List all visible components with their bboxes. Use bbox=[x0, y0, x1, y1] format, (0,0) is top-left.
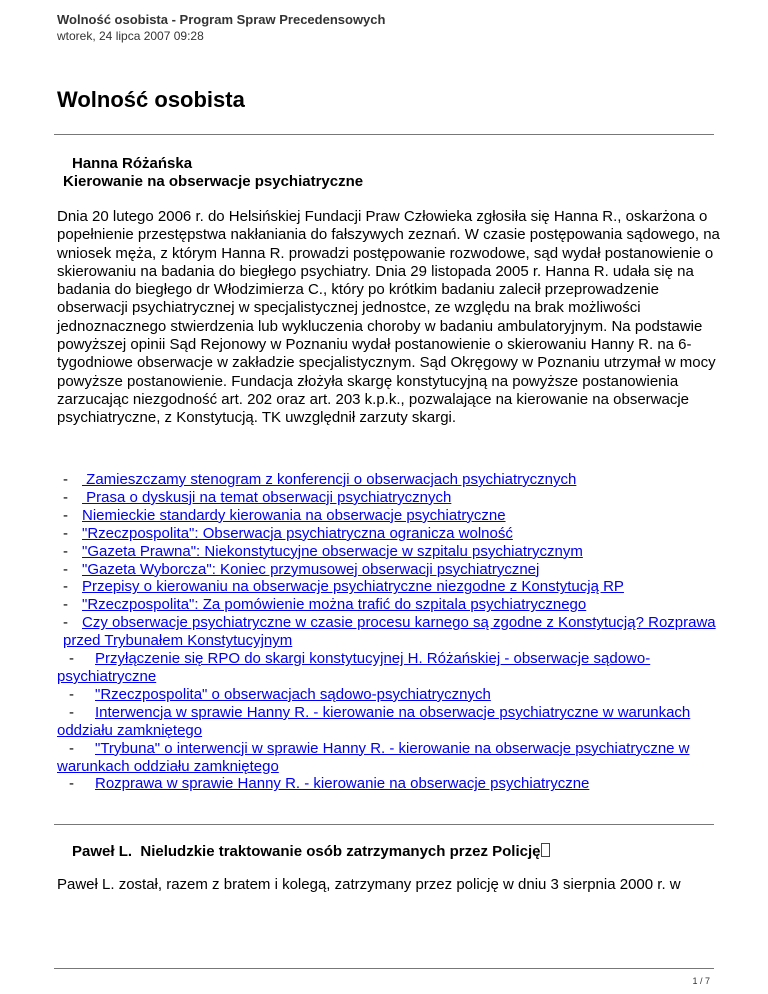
related-links bbox=[57, 471, 722, 793]
list-item bbox=[57, 578, 722, 596]
article-link[interactable]: Niemieckie standardy kierowania na obserwacje psychiatryczne bbox=[82, 506, 506, 524]
list-item bbox=[57, 525, 722, 543]
list-dash: - bbox=[63, 542, 68, 560]
section2-heading bbox=[72, 843, 550, 860]
list-item bbox=[57, 489, 722, 507]
list-item bbox=[57, 561, 722, 579]
article-link[interactable]: "Rzeczpospolita": Za pomówienie można trafić do szpitala psychiatrycznego bbox=[82, 596, 587, 614]
list-item bbox=[57, 596, 722, 614]
page-title: Wolność osobista bbox=[57, 87, 245, 112]
list-dash: - bbox=[69, 703, 74, 721]
list-item bbox=[57, 775, 722, 793]
list-item bbox=[57, 543, 722, 561]
footer-divider bbox=[54, 968, 714, 969]
header-date: wtorek, 24 lipca 2007 09:28 bbox=[57, 29, 204, 43]
list-dash: - bbox=[63, 614, 68, 632]
header-title: Wolność osobista - Program Spraw Precedensowych bbox=[57, 12, 386, 27]
list-item bbox=[57, 507, 722, 525]
article-link[interactable]: "Rzeczpospolita" o obserwacjach sądowo-psychiatrycznych bbox=[95, 685, 491, 703]
article-link[interactable]: "Gazeta Prawna": Niekonstytucyjne obserwacje w szpitalu psychiatrycznym bbox=[82, 542, 583, 560]
list-dash: - bbox=[63, 471, 68, 488]
list-dash: - bbox=[69, 775, 74, 793]
section2-text: Paweł L. został, razem z bratem i kolegą, zatrzymany przez policję w dniu 3 sierpnia 2000 r. w bbox=[57, 876, 681, 893]
section-divider bbox=[54, 824, 714, 825]
list-dash: - bbox=[63, 524, 68, 542]
article-link[interactable]: "Trybuna" o interwencji w sprawie Hanny R. - kierowanie na obserwacje psychiatryczne w warunkach oddziału zamkniętego bbox=[57, 739, 690, 775]
list-dash: - bbox=[63, 578, 68, 596]
list-item bbox=[57, 686, 722, 704]
article-link[interactable]: Przyłączenie się RPO do skargi konstytucyjnej H. Różańskiej - obserwacje sądowo-psychiatryczne bbox=[57, 650, 651, 685]
article-author: Hanna Różańska bbox=[72, 155, 193, 172]
article-link[interactable]: Interwencja w sprawie Hanny R. - kierowanie na obserwacje psychiatryczne w warunkach oddziału zamkniętego bbox=[57, 703, 691, 739]
list-dash: - bbox=[69, 650, 74, 668]
article-link[interactable]: Prasa o dyskusji na temat obserwacji psychiatrycznych bbox=[82, 488, 452, 506]
article-body: Dnia 20 lutego 2006 r. do Helsińskiej Fundacji Praw Człowieka zgłosiła się Hanna R., oskarżona o popełnienie przestępstwa nakłaniania do fałszywych zeznań. W czasie postępowania sądowego, na wniosek męża, z którym Hanna R. prowadzi postępowanie rozwodowe, sąd wydał postanowienie o skierowaniu na badania do biegłego psychiatry. Dnia 29 listopada 2005 r. Hanna R. udała się na badania do biegłego dr Włodzimierza C., który po krótkim badaniu zalecił przeprowadzenie obserwacji psychiatrycznej w specjalistycznej jednostce, ze względu na brak możliwości jednoznacznego stwierdzenia lub wykluczenia choroby w badaniu ambulatoryjnym. Na podstawie powyższej opinii Sąd Rejonowy w Poznaniu wydał postanowienie o skierowaniu Hanny R. na 6-tygodniowe obserwacje w zakładzie specjalistycznym. Sąd Okręgowy w Poznaniu utrzymał w mocy powyższe postanowienie. Fundacja złożyła skargę konstytucyjną na powyższe postanowienia zarzucając niezgodność art. 202 oraz art. 203 k.p.k., pozwalające na kierowanie na obserwacje psychiatryczne, z Konstytucją. TK uwzględnił zarzuty skargi. bbox=[57, 208, 720, 427]
list-item bbox=[57, 704, 722, 740]
section2-heading-text: Paweł L. Nieludzkie traktowanie osób zatrzymanych przez Policję bbox=[72, 843, 541, 860]
article-subtitle: Kierowanie na obserwacje psychiatryczne bbox=[63, 173, 364, 190]
page-number: 1 / 7 bbox=[692, 976, 710, 986]
article-link[interactable]: "Gazeta Wyborcza": Koniec przymusowej obserwacji psychiatrycznej bbox=[82, 560, 540, 578]
article-link[interactable]: "Rzeczpospolita": Obserwacja psychiatryczna ogranicza wolność bbox=[82, 524, 513, 542]
list-dash: - bbox=[63, 560, 68, 578]
list-dash: - bbox=[69, 685, 74, 703]
list-item bbox=[57, 650, 722, 686]
list-item bbox=[57, 471, 722, 489]
list-dash: - bbox=[69, 739, 74, 757]
list-dash: - bbox=[63, 596, 68, 614]
list-item bbox=[57, 740, 722, 776]
missing-glyph-icon bbox=[541, 843, 550, 857]
list-item bbox=[57, 614, 722, 650]
article-link[interactable]: Zamieszczamy stenogram z konferencji o obserwacjach psychiatrycznych bbox=[82, 471, 577, 488]
list-dash: - bbox=[63, 506, 68, 524]
list-dash: - bbox=[63, 488, 68, 506]
article-link[interactable]: Przepisy o kierowaniu na obserwacje psychiatryczne niezgodne z Konstytucją RP bbox=[82, 578, 624, 596]
title-divider bbox=[54, 134, 714, 135]
article-link[interactable]: Czy obserwacje psychiatryczne w czasie procesu karnego są zgodne z Konstytucją? Rozprawa przed Trybunałem Konstytucyjnym bbox=[63, 614, 716, 650]
article-link[interactable]: Rozprawa w sprawie Hanny R. - kierowanie na obserwacje psychiatryczne bbox=[95, 775, 590, 793]
